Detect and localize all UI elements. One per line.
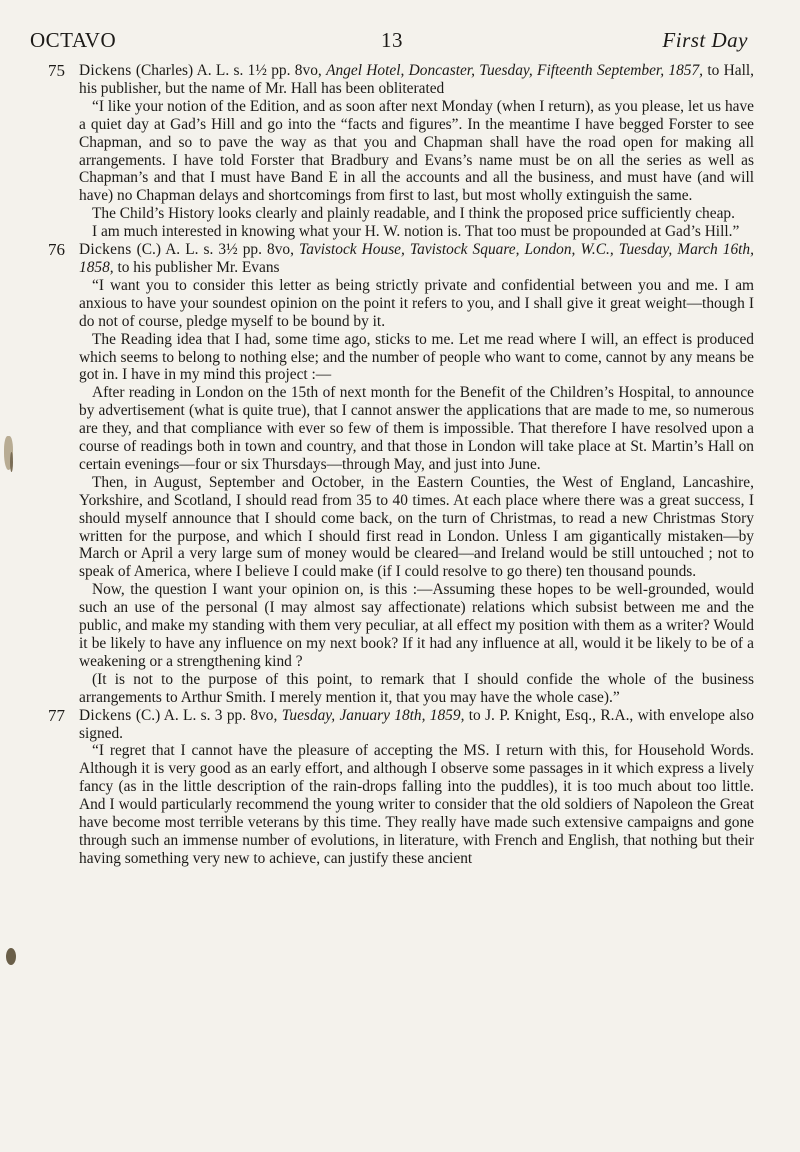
letter-paragraph: “I like your notion of the Edition, and as soon after next Monday (when I return), as you please, let us have a quiet day at Gad’s Hill and go into the “facts and figures”. In the meantime I have begged Forster to see Chapman, and so to pave the way as that you and Chapman shall have the road open for making all arrangements. I have told Forster that Bradbury and Evans’s name must be on all the series as well as Chapman’s and that I must have Band E in all the accounts and all the business, and must have (and will have) no Chapman delays and shortcomings from first to last, but most wholly extinguish the same.	[79, 97, 754, 205]
catalogue-entry-75	[48, 62, 754, 241]
running-head	[30, 28, 748, 54]
entry-author: Dickens	[79, 241, 132, 259]
letter-paragraph: After reading in London on the 15th of next month for the Benefit of the Children’s Hospital, to announce by advertisement (what is quite true), that I cannot answer the applications that are made to me, so numerous are they, and that compliance with ever so few of them is impossible. That therefore I have resolved upon a course of readings both in town and country, and that those in London will take place at St. Martin’s Hall on certain evenings—four or six Thursdays—through May, and just into June.	[79, 384, 754, 473]
lot-number: 77	[48, 705, 65, 725]
catalogue-entry-77	[48, 707, 754, 868]
entry-place-date: Tuesday, January 18th, 1859,	[281, 706, 465, 724]
entry-heading	[79, 62, 754, 98]
letter-paragraph: The Reading idea that I had, some time ago, sticks to me. Let me read where I will, an effect is produced which seems to belong to nothing else; and the number of people who want to come, cannot by any means be got in. I have in my mind this project :—	[79, 330, 754, 384]
entry-recipient: to J. P. Knight, Esq., R.A., with envelope also signed.	[79, 706, 754, 742]
running-head-format: OCTAVO	[30, 28, 117, 52]
entry-recipient: to Hall, his publisher, but the name of Mr. Hall has been obliterated	[79, 62, 754, 97]
entry-place-date: Angel Hotel, Doncaster, Tuesday, Fifteenth September, 1857,	[326, 62, 704, 79]
entry-place-date: Tavistock House, Tavistock Square, London, W.C., Tuesday, March 16th, 1858,	[79, 241, 754, 276]
letter-paragraph: “I want you to consider this letter as being strictly private and confidential between you and me. I am anxious to have your soundest opinion on the point it refers to you, and I shall give it great weight—though I do not of course, pledge myself to be bound by it.	[79, 276, 754, 330]
entry-description: (C.) A. L. s. 3 pp. 8vo,	[131, 706, 282, 724]
letter-paragraph: I am much interested in knowing what your H. W. notion is. That too must be propounded at Gad’s Hill.”	[92, 223, 740, 241]
entry-author: Dickens	[79, 706, 132, 724]
lot-number: 76	[48, 240, 65, 260]
running-head-sale-day: First Day	[662, 28, 748, 52]
lot-number: 75	[48, 61, 65, 80]
entry-author: Dickens	[79, 62, 132, 79]
entry-recipient: to his publisher Mr. Evans	[113, 258, 280, 276]
catalogue-entries	[48, 62, 754, 868]
letter-paragraph: Now, the question I want your opinion on, is this :—Assuming these hopes to be well-grounded, would such an use of the personal (I may almost say affectionate) relations which subsist between me and the public, and make my standing with them very peculiar, at all effect my position with them as a writer? Would it be likely to have any influence on my next book? If it had any influence at all, would it be likely to be of a weakening or a strengthening kind ?	[79, 581, 754, 670]
letter-paragraph: Then, in August, September and October, in the Eastern Counties, the West of England, Lancashire, Yorkshire, and Scotland, I should read from 35 to 40 times. At each place where there was a great success, I should myself announce that I should come back, on the turn of Christmas, to read a new Christmas Story written for the purpose, and which I should first read in London. Unless I am gigantically mistaken—by March or April a very large sum of money would be cleared—and Ireland would be still untouched ; not to speak of America, where I believe I could make (if I could resolve to go there) ten thousand pounds.	[79, 473, 754, 581]
entry-description: (C.) A. L. s. 3½ pp. 8vo,	[131, 241, 300, 259]
entry-description: (Charles) A. L. s. 1½ pp. 8vo,	[131, 62, 327, 79]
letter-paragraph: “I regret that I cannot have the pleasure of accepting the MS. I return with this, for Household Words. Although it is very good as an early effort, and although I observe some passages in it which express a lively fancy (as in the little description of the rain-drops falling into the puddles), it is too much about too little. And I would particularly recommend the young writer to consider that the old soldiers of Napoleon the Great have become most terrible veterans by this time. They really have made such extensive campaigns and gone through such an immense number of evolutions, in literature, with French and English, that nothing but their having something very new to achieve, can justify these ancient	[79, 742, 754, 867]
paper-stain-mark	[10, 452, 13, 472]
entry-heading	[79, 707, 754, 743]
letter-paragraph: The Child’s History looks clearly and plainly readable, and I think the proposed price sufficiently cheap.	[92, 205, 735, 223]
paper-stain-mark	[6, 948, 16, 965]
letter-paragraph: (It is not to the purpose of this point, to remark that I should confide the whole of the business arrangements to Arthur Smith. I merely mention it, that you may have the whole case).”	[79, 670, 754, 706]
entry-heading	[79, 241, 754, 277]
catalogue-entry-76	[48, 241, 754, 707]
page-number: 13	[381, 28, 403, 52]
